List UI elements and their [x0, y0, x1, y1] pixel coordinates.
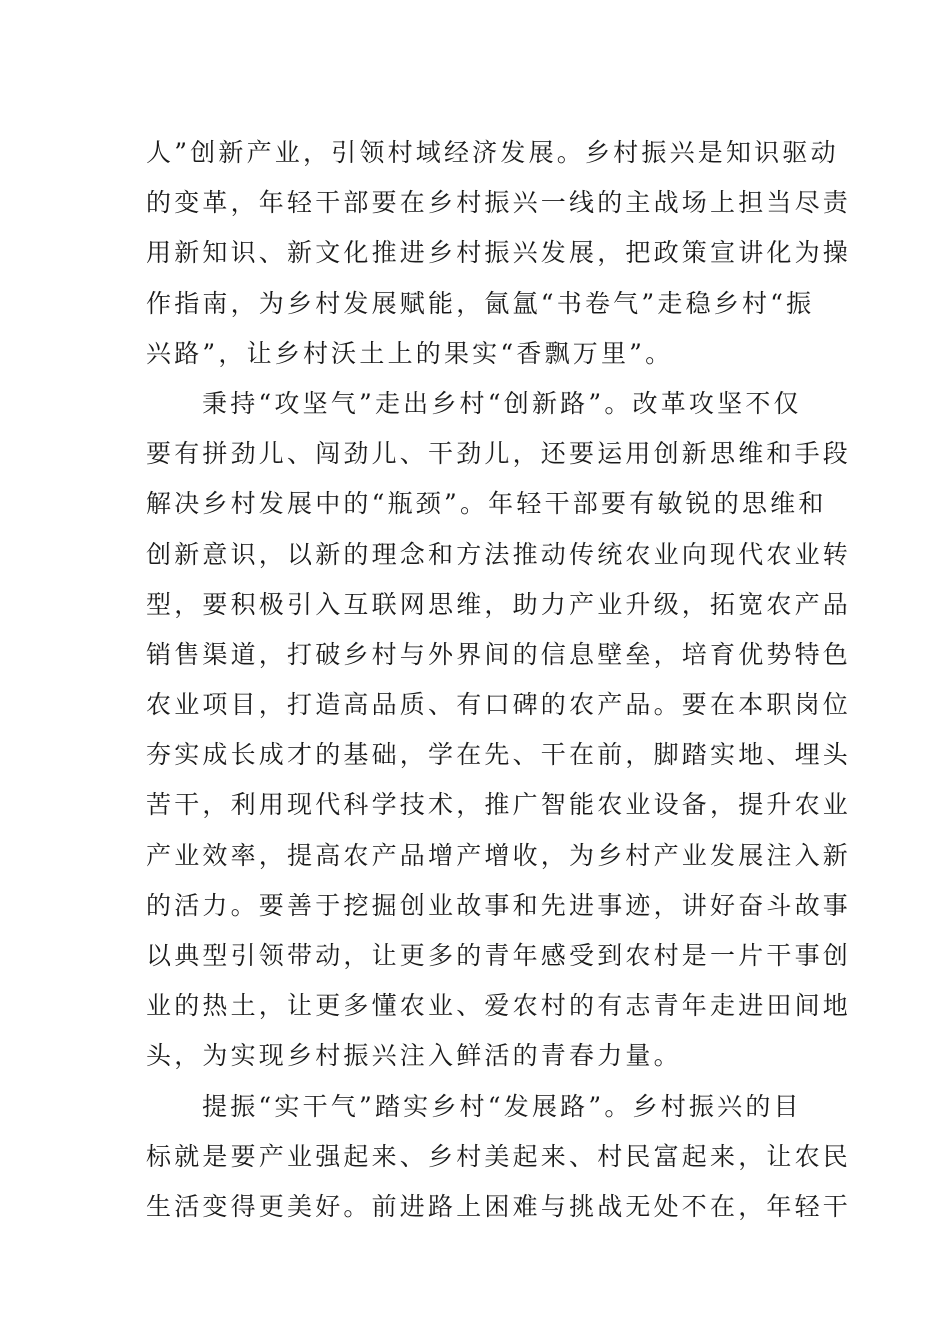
text-line: 作指南，为乡村发展赋能，氤氲“书卷气”走稳乡村“振 [146, 288, 815, 318]
text-line: 生活变得更美好。前进路上困难与挑战无处不在，年轻干 [146, 1191, 852, 1221]
body-text [146, 128, 852, 1232]
text-line: 兴路”，让乡村沃土上的果实“香飘万里”。 [146, 338, 674, 368]
text-line: 产业效率，提高农产品增产增收，为乡村产业发展注入新 [146, 840, 852, 870]
text-line: 夯实成长成才的基础，学在先、干在前，脚踏实地、埋头 [146, 740, 852, 770]
text-line: 解决乡村发展中的“瓶颈”。年轻干部要有敏锐的思维和 [146, 489, 827, 519]
text-line: 农业项目，打造高品质、有口碑的农产品。要在本职岗位 [146, 690, 852, 720]
text-line: 创新意识，以新的理念和方法推动传统农业向现代农业转 [146, 539, 852, 569]
text-line: 的变革，年轻干部要在乡村振兴一线的主战场上担当尽责 [146, 188, 852, 218]
text-line: 苦干，利用现代科学技术，推广智能农业设备，提升农业 [146, 790, 852, 820]
text-line: 人”创新产业，引领村域经济发展。乡村振兴是知识驱动 [146, 138, 839, 167]
text-line: 业的热土，让更多懂农业、爱农村的有志青年走进田间地 [146, 991, 852, 1021]
text-line: 要有拼劲儿、闯劲儿、干劲儿，还要运用创新思维和手段 [146, 439, 852, 469]
text-line: 型，要积极引入互联网思维，助力产业升级，拓宽农产品 [146, 589, 852, 619]
text-line: 标就是要产业强起来、乡村美起来、村民富起来，让农民 [146, 1141, 852, 1171]
text-line: 以典型引领带动，让更多的青年感受到农村是一片干事创 [146, 941, 852, 970]
text-line: 用新知识、新文化推进乡村振兴发展，把政策宣讲化为操 [146, 238, 852, 268]
paragraph-first-line: 秉持“攻坚气”走出乡村“创新路”。改革攻坚不仅 [202, 388, 802, 418]
text-line: 销售渠道，打破乡村与外界间的信息壁垒，培育优势特色 [146, 639, 852, 669]
text-line: 的活力。要善于挖掘创业故事和先进事迹，讲好奋斗故事 [146, 890, 852, 920]
text-line: 头，为实现乡村振兴注入鲜活的青春力量。 [146, 1041, 682, 1071]
paragraph-first-line: 提振“实干气”踏实乡村“发展路”。乡村振兴的目 [202, 1091, 802, 1121]
